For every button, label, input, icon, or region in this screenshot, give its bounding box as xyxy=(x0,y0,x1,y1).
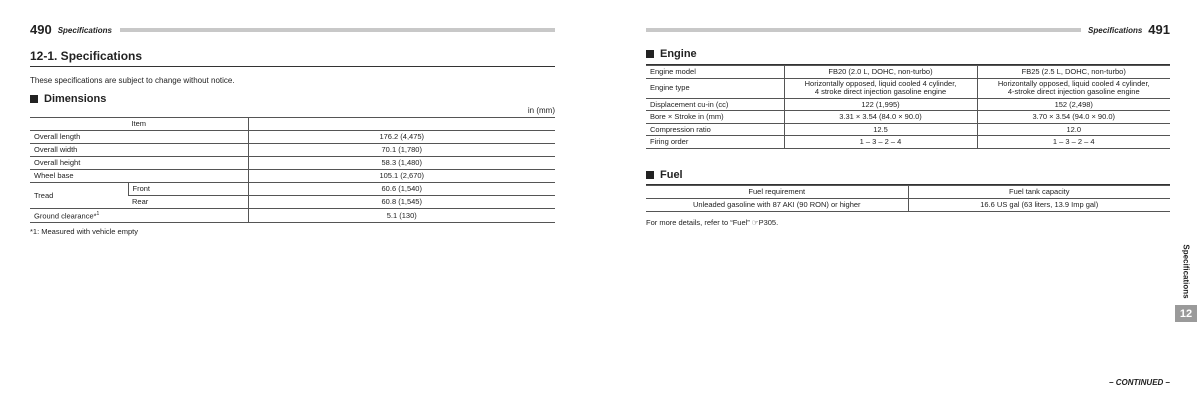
table-row xyxy=(30,183,555,196)
dimensions-unit: in (mm) xyxy=(527,106,555,115)
fuel-heading xyxy=(646,169,683,181)
tread-label: Tread xyxy=(30,183,128,209)
row-label: Bore × Stroke in (mm) xyxy=(646,111,784,124)
fb20-value: 3.31 × 3.54 (84.0 × 90.0) xyxy=(784,111,977,124)
row-label: Overall height xyxy=(30,157,248,170)
row-label: Firing order xyxy=(646,136,784,149)
header-bar-right xyxy=(646,28,1081,32)
row-label: Compression ratio xyxy=(646,123,784,136)
table-row xyxy=(646,123,1170,136)
footnote-marker: 1 xyxy=(96,211,100,217)
row-value: 176.2 (4,475) xyxy=(248,131,555,144)
side-tab-label: Specifications xyxy=(1181,243,1191,299)
table-header-row xyxy=(30,118,555,131)
square-bullet-icon xyxy=(646,50,654,58)
engine-heading xyxy=(646,48,697,60)
continued-label: – CONTINUED – xyxy=(1109,378,1170,387)
right-page-header xyxy=(1040,20,1170,36)
fb20-value: 122 (1,995) xyxy=(784,98,977,111)
table-row xyxy=(646,136,1170,149)
header-bar-left xyxy=(120,28,555,32)
fb25-value: 12.0 xyxy=(977,123,1170,136)
engine-type-fb20-line1: Horizontally opposed, liquid cooled 4 cylinder, xyxy=(804,78,957,88)
fb25-value: 3.70 × 3.54 (94.0 × 90.0) xyxy=(977,111,1170,124)
tread-front-label: Front xyxy=(128,183,248,196)
fb20-value: 12.5 xyxy=(784,123,977,136)
table-row xyxy=(30,131,555,144)
engine-heading-label: Engine xyxy=(660,48,697,60)
intro-text: These specifications are subject to change without notice. xyxy=(30,76,235,85)
row-label: Engine type xyxy=(646,78,784,98)
fb20-value: 1 – 3 – 2 – 4 xyxy=(784,136,977,149)
ground-clearance-value: 5.1 (130) xyxy=(248,209,555,223)
section-title: 12-1. Specifications xyxy=(30,49,555,67)
table-row xyxy=(30,170,555,183)
dimensions-heading xyxy=(30,93,106,105)
page-number-left: 490 xyxy=(30,22,52,37)
chapter-side-tab[interactable] xyxy=(1176,240,1196,302)
fb25-value: FB25 (2.5 L, DOHC, non-turbo) xyxy=(977,66,1170,79)
fuel-requirement-header: Fuel requirement xyxy=(646,186,908,199)
engine-type-fb20-line2: 4 stroke direct injection gasoline engine xyxy=(814,87,947,96)
ground-clearance-text: Ground clearance* xyxy=(34,211,97,221)
ground-clearance-label xyxy=(30,209,248,223)
table-row xyxy=(30,157,555,170)
row-value: 58.3 (1,480) xyxy=(248,157,555,170)
dimensions-table xyxy=(30,117,555,223)
tread-rear-value: 60.8 (1,545) xyxy=(248,196,555,209)
fb20-value: FB20 (2.0 L, DOHC, non-turbo) xyxy=(784,66,977,79)
chapter-number-badge[interactable]: 12 xyxy=(1175,305,1197,322)
fb20-value xyxy=(784,78,977,98)
dimensions-heading-label: Dimensions xyxy=(44,93,107,105)
engine-table xyxy=(646,65,1170,149)
table-row xyxy=(646,98,1170,111)
fb25-value: 1 – 3 – 2 – 4 xyxy=(977,136,1170,149)
tread-rear-label: Rear xyxy=(128,196,248,209)
header-value xyxy=(248,118,555,131)
engine-type-fb25-line2: 4-stroke direct injection gasoline engine xyxy=(1007,87,1140,96)
row-value: 70.1 (1,780) xyxy=(248,144,555,157)
square-bullet-icon xyxy=(646,171,654,179)
running-title-right: Specifications xyxy=(1088,26,1143,35)
fuel-reference-link[interactable]: For more details, refer to “Fuel” ☞P305. xyxy=(646,218,779,227)
table-row xyxy=(646,78,1170,98)
tread-front-value: 60.6 (1,540) xyxy=(248,183,555,196)
row-label: Overall width xyxy=(30,144,248,157)
row-label: Overall length xyxy=(30,131,248,144)
page-number-right: 491 xyxy=(1148,22,1170,37)
table-row xyxy=(30,144,555,157)
row-value: 105.1 (2,670) xyxy=(248,170,555,183)
table-row xyxy=(30,209,555,223)
row-label: Displacement cu-in (cc) xyxy=(646,98,784,111)
fuel-table xyxy=(646,185,1170,212)
engine-type-fb25-line1: Horizontally opposed, liquid cooled 4 cylinder, xyxy=(997,78,1150,88)
row-label: Wheel base xyxy=(30,170,248,183)
fuel-tank-value: 16.6 US gal (63 liters, 13.9 Imp gal) xyxy=(908,199,1170,212)
fb25-value: 152 (2,498) xyxy=(977,98,1170,111)
fuel-tank-header: Fuel tank capacity xyxy=(908,186,1170,199)
table-header-row xyxy=(646,186,1170,199)
square-bullet-icon xyxy=(30,95,38,103)
table-row xyxy=(646,199,1170,212)
fb25-value xyxy=(977,78,1170,98)
footnote: *1: Measured with vehicle empty xyxy=(30,227,138,236)
header-item: Item xyxy=(30,118,248,131)
row-label: Engine model xyxy=(646,66,784,79)
fuel-heading-label: Fuel xyxy=(660,169,683,181)
fuel-requirement-value: Unleaded gasoline with 87 AKI (90 RON) or higher xyxy=(646,199,908,212)
running-title-left: Specifications xyxy=(57,26,112,35)
table-row xyxy=(646,66,1170,79)
table-row xyxy=(646,111,1170,124)
